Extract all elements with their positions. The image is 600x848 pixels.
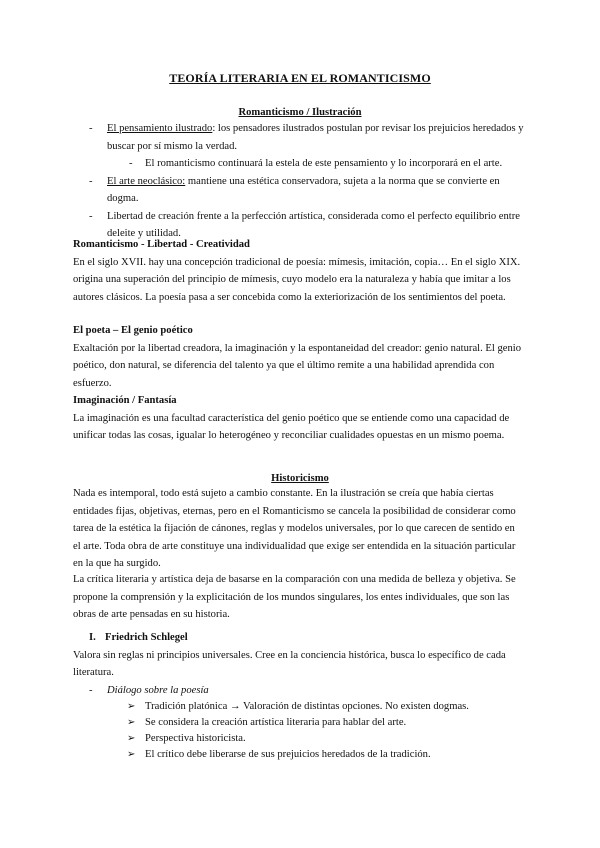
arrow-list-item-text: Perspectiva historicista. xyxy=(145,733,246,744)
arrow-list-item-text: Se considera la creación artística literaria para hablar del arte. xyxy=(145,717,407,728)
list-item xyxy=(73,682,525,700)
list-number: I. xyxy=(89,632,96,643)
list-item xyxy=(73,173,525,208)
section-imaginacion xyxy=(73,392,525,445)
section-paragraph: La imaginación es una facultad característica del genio poético que se entiende como una capacidad de unificar todas las cosas, igualar lo heterogéneo y reconciliar cualidades opuestas en un mismo poema. xyxy=(73,412,510,441)
dash-marker: - xyxy=(89,210,93,222)
arrow-list-item xyxy=(73,731,525,747)
section-historicismo xyxy=(73,485,525,573)
section-paragraph: Nada es intemporal, todo está sujeto a cambio constante. En la ilustración se creía que había ciertas entidades fijas, objetivas, eternas, pero en el Romanticismo se cancela la posibilidad de considerar como tarea de la estética la fijación de cánones, reglas y modelos universales, por lo que carecen de sentido en el arte. Toda obra de arte constituye una individualidad que exige ser entendida en la situación particular en la que ha surgido. xyxy=(73,488,516,569)
dash-marker: - xyxy=(89,684,93,696)
arrow-bullet-icon: ➢ xyxy=(127,749,136,760)
arrow-bullet-icon: ➢ xyxy=(127,701,136,712)
arrow-list-item xyxy=(73,699,525,715)
arrow-bullet-icon: ➢ xyxy=(127,733,136,744)
arrow-bullet-icon: ➢ xyxy=(127,717,136,728)
dash-marker: - xyxy=(89,123,93,134)
section-paragraph: La crítica literaria y artística deja de basarse en la comparación con una medida de belleza y objetiva. Se propone la comprensión y la explicitación de los mundos singulares, los entes individuales, que son las obras de arte pensadas en su historia. xyxy=(73,574,516,620)
section-heading-historicismo: Historicismo xyxy=(271,473,329,484)
arrow-list-item-text: El crítico debe liberarse de sus prejuicios heredados de la tradición. xyxy=(145,749,431,760)
section-heading: Friedrich Schlegel xyxy=(105,632,188,643)
section-genio-poetico xyxy=(73,322,525,392)
section-historicismo-2 xyxy=(73,571,525,624)
list-item-text: mantiene una estética conservadora, sujeta a la norma que se convierte en dogma. xyxy=(107,175,500,204)
arrow-list-item xyxy=(73,747,525,763)
dash-marker: - xyxy=(89,175,93,187)
sub-list-item xyxy=(73,155,525,173)
section-paragraph: Exaltación por la libertad creadora, la imaginación y la espontaneidad del creador: genio natural. El genio poético, don natural, se diferencia del talento ya que el último remite a una habilidad aprendida con esfuerzo. xyxy=(73,342,521,389)
sub-list-item-text: El romanticismo continuará la estela de este pensamiento y lo incorporará en el arte. xyxy=(145,158,503,169)
section-schlegel xyxy=(73,629,525,763)
section-paragraph: En el siglo XVII. hay una concepción tradicional de poesía: mímesis, imitación, copia… En el siglo XIX. origina una superación del principio de mímesis, cuyo modelo era la naturaleza y había que imitar a los autores clásicos. La poesía pasa a ser concebida como la exteriorización de los sentimientos del poeta. xyxy=(73,256,521,303)
section-libertad-creatividad xyxy=(73,236,525,306)
work-title: Diálogo sobre la poesía xyxy=(107,684,209,696)
list-item xyxy=(73,120,525,155)
arrow-list-item xyxy=(73,715,525,731)
section-heading: Romanticismo - Libertad - Creatividad xyxy=(73,239,250,250)
list-item-text: : los pensadores ilustrados postulan por revisar los prejuicios heredados y buscar por sí mismo la verdad. xyxy=(107,123,524,152)
section-body-romanticismo-ilustracion xyxy=(73,120,525,243)
dash-marker: - xyxy=(129,158,133,169)
section-heading: El poeta – El genio poético xyxy=(73,325,193,336)
numbered-heading xyxy=(89,629,525,647)
term-label: El arte neoclásico: xyxy=(107,175,186,187)
section-heading-romanticismo-ilustracion: Romanticismo / Ilustración xyxy=(238,107,362,118)
document-title: TEORÍA LITERARIA EN EL ROMANTICISMO xyxy=(169,71,431,85)
list-item-text: Libertad de creación frente a la perfección artística, considerada como el perfecto equilibrio entre deleite y utilidad. xyxy=(107,210,520,239)
section-paragraph: Valora sin reglas ni principios universales. Cree en la conciencia histórica, busca lo específico de cada literatura. xyxy=(73,649,506,678)
arrow-list-item-text: Tradición platónica → Valoración de distintas opciones. No existen dogmas. xyxy=(145,701,469,712)
section-heading: Imaginación / Fantasía xyxy=(73,395,177,406)
term-label: El pensamiento ilustrado xyxy=(107,123,213,134)
